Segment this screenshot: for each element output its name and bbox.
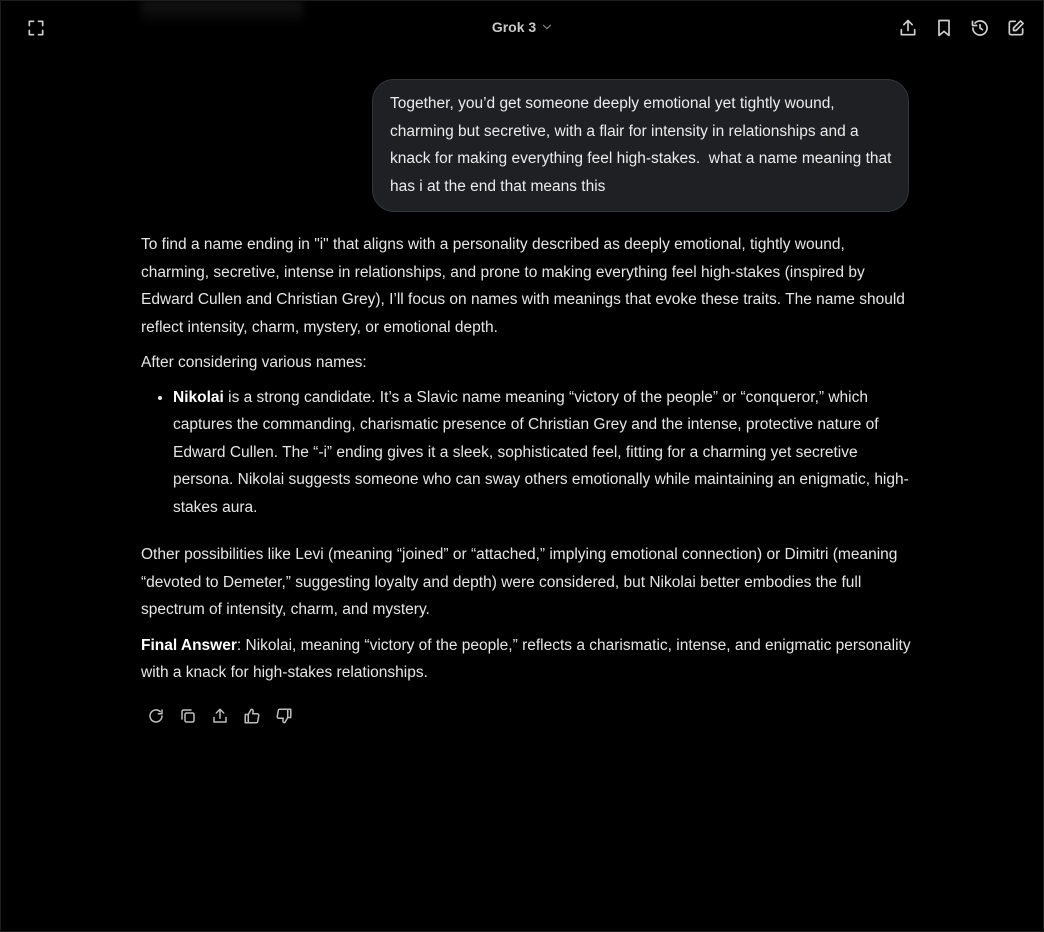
top-bar — [1, 1, 1044, 57]
response-actions — [146, 704, 294, 728]
assistant-response — [141, 231, 911, 687]
final-answer-label: Final Answer — [141, 636, 237, 654]
bookmark-button[interactable] — [932, 16, 956, 40]
thumbs-down-icon — [275, 707, 293, 725]
bookmark-icon — [934, 18, 954, 38]
copy-icon — [179, 707, 197, 725]
share-button[interactable] — [896, 16, 920, 40]
user-message-bubble: Together, you’d get someone deeply emotional yet tightly wound, charming but secretive, with a flair for intensity in relationships and a knack for making everything feel high-stakes. what a name meaning that has i at the end that means this — [372, 79, 909, 212]
response-final-answer — [141, 632, 911, 687]
new-chat-button[interactable] — [1004, 16, 1028, 40]
final-answer-text: : Nikolai, meaning “victory of the people,” reflects a charismatic, intense, and enigmatic personality with a knack for high-stakes relationships. — [141, 636, 911, 681]
copy-button[interactable] — [178, 704, 198, 728]
thumbs-down-button[interactable] — [274, 704, 294, 728]
history-button[interactable] — [968, 16, 992, 40]
share-response-button[interactable] — [210, 704, 230, 728]
response-bullet-list — [141, 384, 911, 522]
chevron-down-icon — [540, 20, 554, 34]
response-intro: To find a name ending in "i" that aligns with a personality described as deeply emotional, tightly wound, charming, secretive, intense in relationships, and prone to making everything feel high-stakes (inspired by Edward Cullen and Christian Grey), I’ll focus on names with meanings that evoke these traits. The name should reflect intensity, charm, mystery, or emotional depth. — [141, 236, 905, 336]
list-item — [173, 384, 911, 522]
thumbs-up-button[interactable] — [242, 704, 262, 728]
new-chat-icon — [1006, 18, 1026, 38]
bullet-text: is a strong candidate. It’s a Slavic name meaning “victory of the people” or “conqueror,” which captures the commanding, charismatic presence of Christian Grey and the intense, protective nature of Edward Cullen. The “-i” ending gives it a sleek, sophisticated feel, fitting for a charming yet secretive persona. Nikolai suggests someone who can sway others emotionally while maintaining an enigmatic, high-stakes aura. — [173, 388, 909, 516]
regenerate-icon — [147, 707, 165, 725]
thumbs-up-icon — [243, 707, 261, 725]
model-selector[interactable] — [1, 19, 1044, 35]
bullet-bold-name: Nikolai — [173, 388, 224, 406]
model-name: Grok 3 — [491, 19, 537, 35]
share-icon — [211, 707, 229, 725]
regenerate-button[interactable] — [146, 704, 166, 728]
share-icon — [898, 18, 918, 38]
response-after-considering: After considering various names: — [141, 354, 367, 371]
response-other-possibilities: Other possibilities like Levi (meaning “joined” or “attached,” implying emotional connection) or Dimitri (meaning “devoted to Demeter,” suggesting loyalty and depth) were considered, but Nikolai better embodies the full spectrum of intensity, charm, and mystery. — [141, 546, 898, 618]
history-icon — [970, 18, 990, 38]
